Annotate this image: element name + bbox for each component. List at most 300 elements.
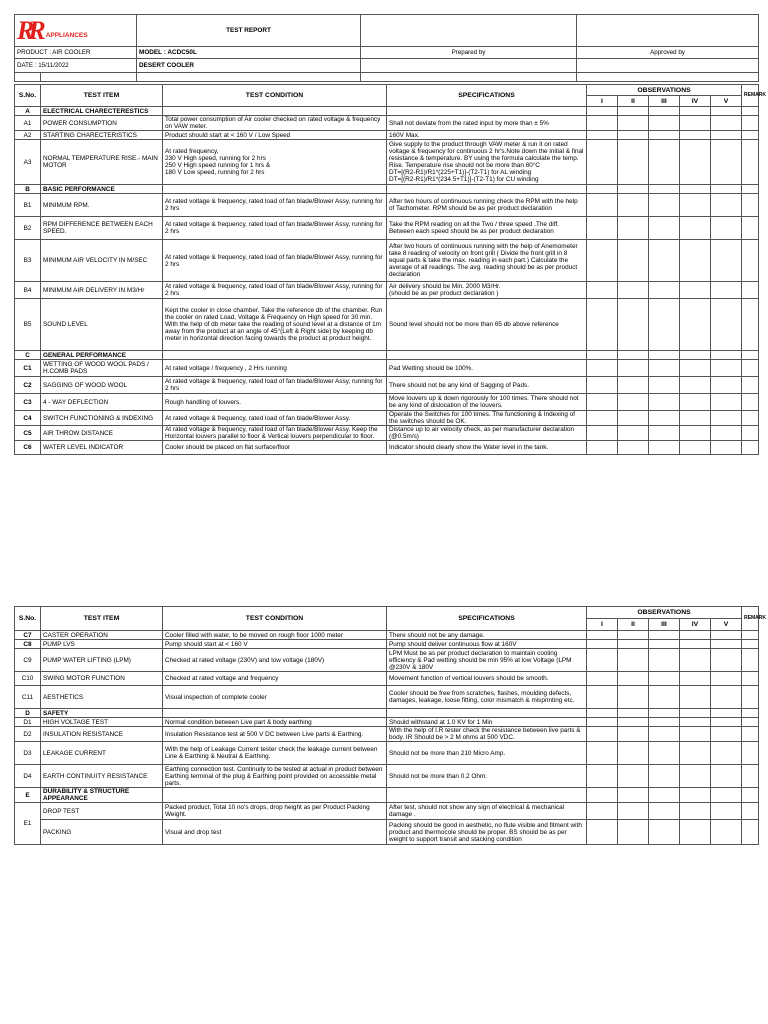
- test-item: EARTH CONTINUITY RESISTANCE: [41, 765, 163, 788]
- blank-cell: [163, 107, 387, 116]
- test-item: DROP TEST: [41, 803, 163, 820]
- remark-cell: [742, 803, 759, 820]
- section-code: A: [15, 107, 41, 116]
- specification: Shall not deviate from the rated input by more than ± 5%: [387, 116, 587, 131]
- remark-cell: [742, 649, 759, 672]
- test-condition: At rated voltage / frequency , 2 Hrs running: [163, 360, 387, 377]
- test-table-1: [14, 84, 766, 455]
- obs-cell: [680, 441, 711, 455]
- specification: LPM Must be as per product declaration to maintain cooling efficiency & Pad wetting should be min 95% at low Voltage (LPM @230V & 180V: [387, 649, 587, 672]
- obs-cell: [711, 727, 742, 742]
- section-code: B: [15, 185, 41, 194]
- logo: [15, 15, 137, 47]
- blank-cell: [15, 73, 41, 82]
- obs-cell: [680, 194, 711, 217]
- col-remark: REMARK: [742, 607, 759, 631]
- obs-cell: [711, 240, 742, 282]
- test-item: SOUND LEVEL: [41, 299, 163, 351]
- remark-cell: [742, 360, 759, 377]
- remark-cell: [742, 411, 759, 426]
- row-code: E1: [15, 803, 41, 845]
- section-title: BASIC PERFORMANCE: [41, 185, 163, 194]
- obs-cell: [680, 107, 711, 116]
- remark-cell: [742, 820, 759, 845]
- blank-cell: [387, 107, 587, 116]
- table-row: [15, 140, 759, 185]
- obs-cell: [587, 217, 618, 240]
- test-item: WETTING OF WOOD WOOL PADS / H.COMB PADS: [41, 360, 163, 377]
- obs-cell: [649, 107, 680, 116]
- obs-cell: [680, 820, 711, 845]
- test-condition: At rated voltage & frequency, rated load of fan blade/Blower Assy, running for 2 hrs: [163, 240, 387, 282]
- test-condition: Checked at rated voltage (230V) and low voltage (180V): [163, 649, 387, 672]
- obs-cell: [649, 742, 680, 765]
- remark-cell: [742, 788, 759, 803]
- specification: Move louvers up & down rigorously for 100 times. There should not be any kind of dislocation of the louvers.: [387, 394, 587, 411]
- blank-cell: [387, 709, 587, 718]
- table-row: [15, 411, 759, 426]
- obs-cell: [649, 709, 680, 718]
- row-code: C8: [15, 640, 41, 649]
- obs-cell: [711, 426, 742, 441]
- obs-cell: [587, 360, 618, 377]
- obs-cell: [711, 686, 742, 709]
- table-row: [15, 727, 759, 742]
- specification: After two hours of continuous running with the help of Anemometer take 8 reading of velocity on front grill ( Divide the front grill in 8 equal parts & take the max. reading in each part.) Calculate the average of all readings. The avg. reading should be as per product declaration: [387, 240, 587, 282]
- obs-cell: [618, 727, 649, 742]
- obs-cell: [649, 185, 680, 194]
- obs-cell: [711, 803, 742, 820]
- obs-cell: [587, 282, 618, 299]
- obs-cell: [618, 217, 649, 240]
- obs-cell: [618, 351, 649, 360]
- col-specifications: SPECIFICATIONS: [387, 607, 587, 631]
- obs-col: III: [649, 96, 680, 107]
- logo-text: APPLIANCES: [45, 31, 88, 39]
- row-code: B5: [15, 299, 41, 351]
- blank-cell: [361, 15, 577, 47]
- obs-cell: [587, 709, 618, 718]
- obs-cell: [680, 116, 711, 131]
- specification: Take the RPM reading on all the Two / three speed .The diff. Between each speed should be as per product declaration: [387, 217, 587, 240]
- test-item: MINIMUM AIR VELOCITY IN M/SEC: [41, 240, 163, 282]
- row-code: C1: [15, 360, 41, 377]
- logo-mark: RR: [17, 15, 40, 45]
- obs-cell: [680, 742, 711, 765]
- obs-cell: [649, 631, 680, 640]
- remark-cell: [742, 426, 759, 441]
- specification: Pump should deliver continuous flow at 160V: [387, 640, 587, 649]
- blank-cell: [137, 73, 361, 82]
- remark-cell: [742, 631, 759, 640]
- obs-cell: [587, 377, 618, 394]
- obs-cell: [587, 185, 618, 194]
- obs-cell: [587, 765, 618, 788]
- table-row: [15, 131, 759, 140]
- test-item: SWITCH FUNCTIONING & INDEXING: [41, 411, 163, 426]
- obs-cell: [680, 185, 711, 194]
- section-row: [15, 351, 759, 360]
- remark-cell: [742, 107, 759, 116]
- obs-col: V: [711, 96, 742, 107]
- test-condition: With the help of Leakage Current tester check the leakage current between Line & Earthing & Neutral & Earthing.: [163, 742, 387, 765]
- obs-cell: [618, 140, 649, 185]
- remark-cell: [742, 765, 759, 788]
- section-title: DURABILITY & STRUCTURE APPEARANCE: [41, 788, 163, 803]
- remark-cell: [742, 709, 759, 718]
- remark-cell: [742, 131, 759, 140]
- blank-cell: [163, 185, 387, 194]
- blank-cell: [387, 185, 587, 194]
- table-row: [15, 631, 759, 640]
- row-code: C10: [15, 672, 41, 686]
- obs-cell: [680, 282, 711, 299]
- specification: After test, should not show any sign of electrical & mechanical damage .: [387, 803, 587, 820]
- row-code: C6: [15, 441, 41, 455]
- obs-cell: [649, 360, 680, 377]
- table-row: [15, 360, 759, 377]
- row-code: D2: [15, 727, 41, 742]
- remark-cell: [742, 185, 759, 194]
- col-test-condition: TEST CONDITION: [163, 85, 387, 107]
- obs-cell: [711, 411, 742, 426]
- obs-cell: [680, 131, 711, 140]
- obs-cell: [587, 194, 618, 217]
- table-row: [15, 649, 759, 672]
- table-row: [15, 672, 759, 686]
- test-condition: Visual and drop test: [163, 820, 387, 845]
- model-subtitle: DESERT COOLER: [137, 59, 361, 73]
- col-observations: OBSERVATIONS: [587, 85, 742, 96]
- row-code: C11: [15, 686, 41, 709]
- obs-cell: [711, 631, 742, 640]
- test-condition: Packed product, Total 10 no's drops, drop height as per Product Packing Weight.: [163, 803, 387, 820]
- row-code: A3: [15, 140, 41, 185]
- approved-by: Approved by: [577, 47, 759, 59]
- specification: Packing should be good in aesthetic, no flute visible and fitment with product and thermocole should be proper. BS should be as per weight to support transit and stacking condition: [387, 820, 587, 845]
- test-item: STARTING CHARECTERISTICS: [41, 131, 163, 140]
- col-sno: S.No.: [15, 607, 41, 631]
- section-title: GENERAL PERFORMANCE: [41, 351, 163, 360]
- remark-cell: [742, 194, 759, 217]
- obs-cell: [649, 411, 680, 426]
- model-label: MODEL : ACDC50L: [137, 47, 361, 59]
- col-test-item: TEST ITEM: [41, 607, 163, 631]
- obs-cell: [587, 727, 618, 742]
- row-code: B1: [15, 194, 41, 217]
- row-code: C7: [15, 631, 41, 640]
- test-item: 4 - WAY DEFLECTION: [41, 394, 163, 411]
- obs-cell: [618, 299, 649, 351]
- blank-cell: [577, 15, 759, 47]
- obs-col: III: [649, 619, 680, 631]
- obs-cell: [618, 742, 649, 765]
- specification: There should not be any damage.: [387, 631, 587, 640]
- remark-cell: [742, 140, 759, 185]
- table-row: [15, 426, 759, 441]
- obs-cell: [618, 709, 649, 718]
- obs-cell: [618, 131, 649, 140]
- row-code: D3: [15, 742, 41, 765]
- obs-cell: [618, 686, 649, 709]
- obs-cell: [680, 718, 711, 727]
- blank-cell: [163, 709, 387, 718]
- obs-cell: [649, 765, 680, 788]
- table-row: [15, 394, 759, 411]
- obs-cell: [680, 631, 711, 640]
- row-code: C5: [15, 426, 41, 441]
- table-row: [15, 282, 759, 299]
- obs-cell: [680, 360, 711, 377]
- obs-cell: [649, 686, 680, 709]
- obs-cell: [587, 116, 618, 131]
- row-code: A1: [15, 116, 41, 131]
- test-condition: At rated voltage & frequency, rated load of fan blade/Blower Assy, running for 2 hrs: [163, 194, 387, 217]
- obs-cell: [587, 411, 618, 426]
- obs-cell: [618, 672, 649, 686]
- table-row: [15, 299, 759, 351]
- obs-cell: [618, 649, 649, 672]
- col-remark: REMARK: [742, 85, 759, 107]
- test-item: WATER LEVEL INDICATOR: [41, 441, 163, 455]
- remark-cell: [742, 718, 759, 727]
- obs-cell: [649, 131, 680, 140]
- obs-cell: [618, 377, 649, 394]
- obs-cell: [587, 742, 618, 765]
- obs-cell: [587, 640, 618, 649]
- test-item: SWING MOTOR FUNCTION: [41, 672, 163, 686]
- obs-cell: [587, 394, 618, 411]
- remark-cell: [742, 299, 759, 351]
- row-code: C2: [15, 377, 41, 394]
- obs-cell: [587, 351, 618, 360]
- obs-cell: [680, 672, 711, 686]
- section-title: ELECTRICAL CHARECTERESTICS: [41, 107, 163, 116]
- test-item: INSULATION RESISTANCE: [41, 727, 163, 742]
- specification: Give supply to the product through VAW meter & run it on rated voltage & frequency for continuous 2 hr's.Note down the initial & final resistance & temperature. BY using the formula calculate the temp. Rise. Temperature rise should not be more than 80°C DT=[(R2-R1)/R1*(225+T1)]-(T2-T1) for AL winding DT=[(R2-R1)/R1*(234.5+T1)]-(T2-T1) for CU winding: [387, 140, 587, 185]
- obs-cell: [618, 411, 649, 426]
- row-code: D1: [15, 718, 41, 727]
- row-code: B2: [15, 217, 41, 240]
- remark-cell: [742, 217, 759, 240]
- test-condition: Cooler should be placed on flat surface/floor: [163, 441, 387, 455]
- test-item: AIR THROW DISTANCE: [41, 426, 163, 441]
- obs-cell: [711, 217, 742, 240]
- obs-cell: [587, 788, 618, 803]
- test-condition: At rated voltage & frequency, rated load of fan blade/Blower Assy. Keep the Horizontal louvers parallel to floor & Vertical louvers perpendicular to floor.: [163, 426, 387, 441]
- obs-cell: [649, 116, 680, 131]
- test-condition: At rated voltage & frequency, rated load of fan blade/Blower Assy, running for 2 hrs: [163, 377, 387, 394]
- obs-cell: [711, 351, 742, 360]
- table-row: [15, 820, 759, 845]
- obs-cell: [587, 140, 618, 185]
- obs-cell: [587, 718, 618, 727]
- obs-cell: [711, 441, 742, 455]
- obs-cell: [587, 441, 618, 455]
- obs-cell: [680, 394, 711, 411]
- row-code: D4: [15, 765, 41, 788]
- obs-cell: [711, 299, 742, 351]
- specification: Cooler should be free from scratches, flashes, moulding defects, damages, leakage, loose fitting, color mismatch & misprinting etc.: [387, 686, 587, 709]
- obs-cell: [649, 217, 680, 240]
- obs-cell: [649, 441, 680, 455]
- specification: Should withstand at 1.0 KV for 1 Min: [387, 718, 587, 727]
- obs-cell: [711, 672, 742, 686]
- obs-cell: [680, 709, 711, 718]
- obs-cell: [711, 107, 742, 116]
- section-code: E: [15, 788, 41, 803]
- col-observations: OBSERVATIONS: [587, 607, 742, 619]
- remark-cell: [742, 377, 759, 394]
- col-test-condition: TEST CONDITION: [163, 607, 387, 631]
- test-item: SAGGING OF WOOD WOOL: [41, 377, 163, 394]
- obs-cell: [587, 803, 618, 820]
- obs-cell: [680, 727, 711, 742]
- remark-cell: [742, 351, 759, 360]
- obs-cell: [680, 411, 711, 426]
- test-condition: At rated voltage & frequency, rated load of fan blade/Blower Assy, running for 2 hrs: [163, 282, 387, 299]
- test-item: PACKING: [41, 820, 163, 845]
- page-title: TEST REPORT: [137, 15, 361, 47]
- blank-cell: [387, 788, 587, 803]
- obs-cell: [680, 377, 711, 394]
- table-row: [15, 742, 759, 765]
- obs-col: II: [618, 619, 649, 631]
- test-item: PUMP LVS: [41, 640, 163, 649]
- obs-cell: [618, 185, 649, 194]
- remark-cell: [742, 116, 759, 131]
- test-condition: Rough handling of louvers.: [163, 394, 387, 411]
- section-row: [15, 709, 759, 718]
- obs-cell: [711, 788, 742, 803]
- blank-cell: [163, 351, 387, 360]
- obs-cell: [680, 299, 711, 351]
- obs-cell: [680, 649, 711, 672]
- obs-col: IV: [680, 619, 711, 631]
- obs-cell: [680, 240, 711, 282]
- obs-cell: [587, 686, 618, 709]
- obs-cell: [618, 820, 649, 845]
- blank-cell: [577, 73, 759, 82]
- report-header: [14, 14, 759, 82]
- obs-cell: [649, 803, 680, 820]
- obs-cell: [618, 631, 649, 640]
- obs-cell: [587, 426, 618, 441]
- obs-cell: [618, 107, 649, 116]
- obs-cell: [649, 820, 680, 845]
- test-condition: Visual inspection of complete cooler: [163, 686, 387, 709]
- obs-cell: [649, 140, 680, 185]
- obs-cell: [711, 820, 742, 845]
- test-item: LEAKAGE CURRENT: [41, 742, 163, 765]
- obs-cell: [649, 240, 680, 282]
- obs-cell: [680, 140, 711, 185]
- specification: Sound level should not be more than 65 db above reference: [387, 299, 587, 351]
- test-condition: Product should start at < 160 V / Low Speed: [163, 131, 387, 140]
- obs-cell: [587, 131, 618, 140]
- obs-cell: [711, 709, 742, 718]
- obs-cell: [711, 131, 742, 140]
- section-row: [15, 185, 759, 194]
- prepared-signature: [361, 59, 577, 73]
- blank-cell: [41, 73, 137, 82]
- obs-cell: [587, 299, 618, 351]
- remark-cell: [742, 742, 759, 765]
- obs-cell: [711, 649, 742, 672]
- obs-col: I: [587, 619, 618, 631]
- test-condition: Pump should start at < 160 V: [163, 640, 387, 649]
- remark-cell: [742, 686, 759, 709]
- obs-cell: [649, 727, 680, 742]
- col-test-item: TEST ITEM: [41, 85, 163, 107]
- remark-cell: [742, 640, 759, 649]
- obs-cell: [711, 360, 742, 377]
- obs-cell: [618, 360, 649, 377]
- obs-cell: [587, 240, 618, 282]
- obs-cell: [711, 140, 742, 185]
- remark-cell: [742, 441, 759, 455]
- obs-cell: [680, 640, 711, 649]
- remark-cell: [742, 727, 759, 742]
- obs-cell: [618, 788, 649, 803]
- obs-cell: [711, 116, 742, 131]
- specification: 160V Max.: [387, 131, 587, 140]
- test-condition: Checked at rated voltage and frequency: [163, 672, 387, 686]
- obs-cell: [587, 672, 618, 686]
- test-condition: At rated voltage & frequency, rated load of fan blade/Blower Assy, running for 2 hrs: [163, 217, 387, 240]
- obs-cell: [711, 718, 742, 727]
- section-code: C: [15, 351, 41, 360]
- obs-cell: [649, 351, 680, 360]
- obs-cell: [680, 803, 711, 820]
- obs-cell: [711, 377, 742, 394]
- obs-cell: [618, 441, 649, 455]
- obs-cell: [680, 788, 711, 803]
- obs-cell: [649, 718, 680, 727]
- obs-cell: [711, 742, 742, 765]
- obs-cell: [649, 426, 680, 441]
- prepared-by: Prepared by: [361, 47, 577, 59]
- table-row: [15, 377, 759, 394]
- obs-cell: [649, 299, 680, 351]
- obs-col: I: [587, 96, 618, 107]
- table-row: [15, 640, 759, 649]
- test-item: HIGH VOLTAGE TEST: [41, 718, 163, 727]
- obs-cell: [587, 107, 618, 116]
- test-condition: Kept the cooler in close chamber. Take the reference db of the chamber. Run the cooler on rated Load, Voltage & Frequency on High speed for 30 min. With the help of db meter take the reading of sound level at a distance of 1m away from the product at an angle of 45°(Left & Right side) by keeping db meter in horizontal direction facing towards the product at product height.: [163, 299, 387, 351]
- specification: Should not be more than 0.2 Ohm.: [387, 765, 587, 788]
- table-row: [15, 194, 759, 217]
- specification: Movement function of vertical louvers should be smooth.: [387, 672, 587, 686]
- test-condition: At rated voltage & frequency, rated load of fan blade/Blower Assy.: [163, 411, 387, 426]
- obs-cell: [680, 426, 711, 441]
- obs-cell: [649, 394, 680, 411]
- obs-cell: [649, 788, 680, 803]
- remark-cell: [742, 672, 759, 686]
- test-item: PUMP WATER LIFTING (LPM): [41, 649, 163, 672]
- obs-cell: [587, 649, 618, 672]
- specification: Air delivery should be Min. 2000 M3/Hr. (should be as per product declaration ): [387, 282, 587, 299]
- obs-col: V: [711, 619, 742, 631]
- row-code: C3: [15, 394, 41, 411]
- specification: After two hours of continuous running check the RPM with the help of Tachometer. RPM should be as per product declaration: [387, 194, 587, 217]
- remark-cell: [742, 282, 759, 299]
- obs-cell: [649, 194, 680, 217]
- section-title: SAFETY: [41, 709, 163, 718]
- obs-cell: [711, 185, 742, 194]
- row-code: C9: [15, 649, 41, 672]
- obs-col: II: [618, 96, 649, 107]
